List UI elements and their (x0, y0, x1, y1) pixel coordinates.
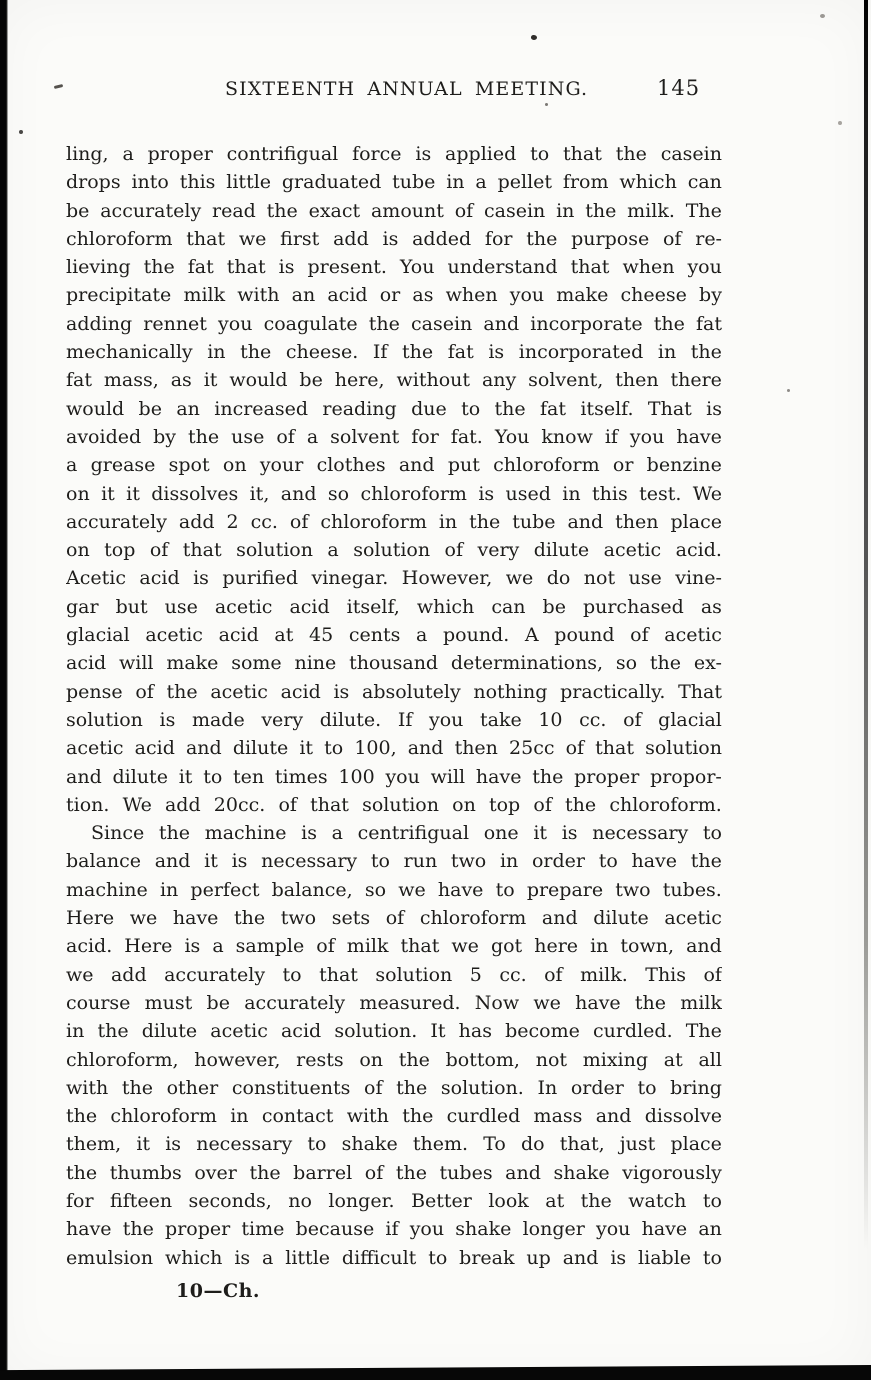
text-line-p1-1: ling, a proper contrifigual force is applied to that the casein (66, 143, 722, 165)
text-line-p1-24: tion. We add 20cc. of that solution on top of the chloroform. (66, 793, 722, 816)
text-line-p1-4: chloroform that we first add is added for the purpose of re- (66, 227, 722, 250)
body-text-block (66, 140, 722, 1272)
text-line-p2-16: emulsion which is a little difficult to break up and is liable to (66, 1246, 722, 1269)
text-line-p1-16: Acetic acid is purified vinegar. However, we do not use vine- (66, 567, 722, 590)
text-line-p1-19: acid will make some nine thousand determinations, so the ex- (66, 652, 722, 675)
text-line-p2-6: we add accurately to that solution 5 cc. of milk. This of (66, 963, 722, 986)
text-line-p1-10: would be an increased reading due to the fat itself. That is (66, 397, 722, 420)
text-line-p2-7: course must be accurately measured. Now we have the milk (66, 991, 722, 1014)
text-line-p1-20: pense of the acetic acid is absolutely nothing practically. That (66, 680, 722, 703)
text-line-p2-14: for fifteen seconds, no longer. Better look at the watch to (66, 1189, 722, 1212)
page-header (66, 76, 722, 106)
text-line-p2-4: Here we have the two sets of chloroform and dilute acetic (66, 907, 722, 930)
text-line-p2-11: the chloroform in contact with the curdled mass and dissolve (66, 1105, 722, 1128)
scan-bottom-bar (0, 1363, 871, 1380)
text-line-p2-9: chloroform, however, rests on the bottom, not mixing at all (66, 1048, 722, 1071)
ink-speck (531, 35, 537, 40)
text-line-p1-14: accurately add 2 cc. of chloroform in the tube and then place (66, 510, 722, 533)
text-line-p2-2: balance and it is necessary to run two in order to have the (66, 850, 722, 873)
page-right-edge-line (864, 0, 868, 1250)
text-line-p2-15: have the proper time because if you shake longer you have an (66, 1218, 722, 1241)
ink-speck (545, 103, 548, 106)
ink-speck (19, 130, 23, 134)
ink-speck (787, 389, 790, 392)
text-line-p1-15: on top of that solution a solution of very dilute acetic acid. (66, 539, 722, 562)
ink-speck (820, 14, 825, 18)
text-line-p1-12: a grease spot on your clothes and put chloroform or benzine (66, 454, 722, 477)
page-number: 145 (657, 76, 701, 100)
text-line-p2-8: in the dilute acetic acid solution. It has become curdled. The (66, 1020, 722, 1043)
scan-gutter-edge (0, 0, 8, 1380)
printers-signature-mark: 10—Ch. (176, 1280, 260, 1302)
text-line-p1-3: be accurately read the exact amount of casein in the milk. The (66, 199, 722, 222)
text-line-p2-1: Since the machine is a centrifigual one it is necessary to (91, 822, 722, 845)
text-line-p2-5: acid. Here is a sample of milk that we got here in town, and (66, 935, 722, 958)
text-line-p2-3: machine in perfect balance, so we have to prepare two tubes. (66, 878, 722, 901)
running-head-title: SIXTEENTH ANNUAL MEETING. (225, 78, 589, 100)
text-line-p1-17: gar but use acetic acid itself, which can be purchased as (66, 595, 722, 618)
text-line-p1-5: lieving the fat that is present. You understand that when you (66, 256, 722, 279)
text-line-p1-18: glacial acetic acid at 45 cents a pound. A pound of acetic (66, 624, 722, 647)
text-line-p1-11: avoided by the use of a solvent for fat. You know if you have (66, 425, 722, 448)
ink-speck (838, 121, 842, 125)
ink-speck (54, 84, 63, 89)
text-line-p1-23: and dilute it to ten times 100 you will have the proper propor- (66, 765, 722, 788)
text-line-p1-6: precipitate milk with an acid or as when you make cheese by (66, 284, 722, 307)
text-line-p1-22: acetic acid and dilute it to 100, and then 25cc of that solution (66, 737, 722, 760)
text-line-p1-7: adding rennet you coagulate the casein and incorporate the fat (66, 312, 722, 335)
text-line-p1-13: on it it dissolves it, and so chloroform is used in this test. We (66, 482, 722, 505)
text-line-p1-8: mechanically in the cheese. If the fat is incorporated in the (66, 341, 722, 364)
text-line-p1-2: drops into this little graduated tube in a pellet from which can (66, 171, 722, 194)
text-line-p2-13: the thumbs over the barrel of the tubes and shake vigorously (66, 1161, 722, 1184)
text-line-p2-10: with the other constituents of the solution. In order to bring (66, 1076, 722, 1099)
text-line-p1-21: solution is made very dilute. If you take 10 cc. of glacial (66, 708, 722, 731)
text-line-p2-12: them, it is necessary to shake them. To do that, just place (66, 1133, 722, 1156)
text-line-p1-9: fat mass, as it would be here, without any solvent, then there (66, 369, 722, 392)
